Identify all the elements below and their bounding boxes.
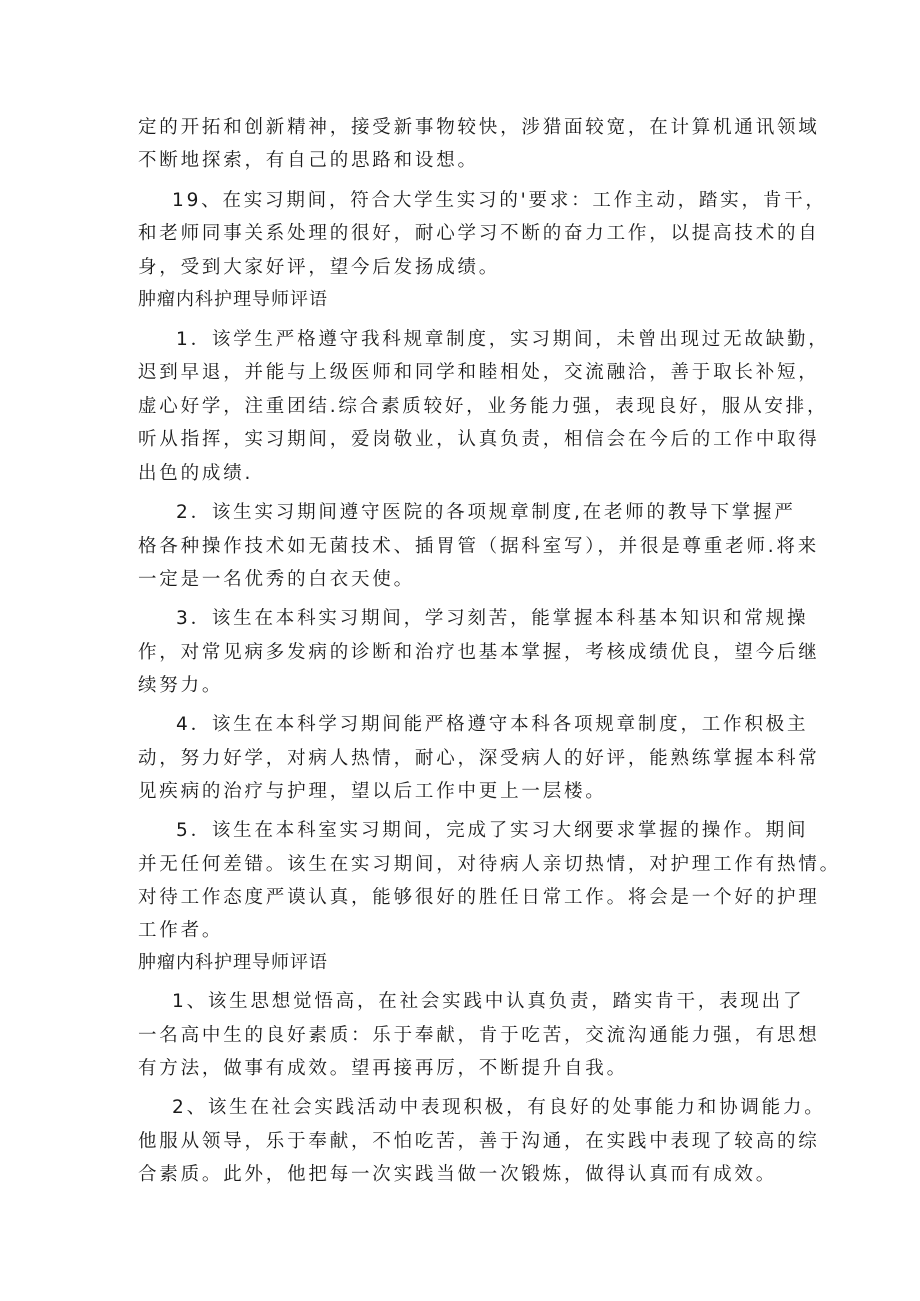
section-heading: 肿瘤内科护理导师评语 (138, 952, 328, 973)
text-line: 并无任何差错。该生在实习期间，对待病人亲切热情，对护理工作有热情。 (138, 854, 841, 875)
item-3-first-line: 3．该生在本科实习期间，学习刻苦，能掌握本科基本知识和常规操 (176, 608, 809, 629)
text-line: 虚心好学，注重团结.综合素质较好，业务能力强，表现良好，服从安排， (138, 396, 829, 417)
paragraph-19-first-line: 19、在实习期间，符合大学生实习的'要求：工作主动，踏实，肯干， (172, 190, 827, 211)
item-5-first-line: 5．该生在本科室实习期间，完成了实习大纲要求掌握的操作。期间 (176, 820, 809, 841)
text-line: 工作者。 (138, 920, 224, 941)
item-1-first-line: 1．该学生严格遵守我科规章制度，实习期间，未曾出现过无故缺勤， (176, 329, 830, 350)
text-line: 听从指挥，实习期间，爱岗敬业，认真负责，相信会在今后的工作中取得 (138, 429, 820, 450)
text-line: 一名高中生的良好素质：乐于奉献，肯于吃苦，交流沟通能力强，有思想 (138, 1025, 820, 1046)
item-1-first-line: 1、该生思想觉悟高，在社会实践中认真负责，踏实肯干，表现出了 (172, 991, 805, 1012)
text-line: 迟到早退，并能与上级医师和同学和睦相处，交流融洽，善于取长补短， (138, 362, 820, 383)
text-line: 定的开拓和创新精神，接受新事物较快，涉猎面较宽，在计算机通讯领域 (138, 117, 820, 138)
text-line: 续努力。 (138, 675, 224, 696)
text-line: 和老师同事关系处理的很好，耐心学习不断的奋力工作，以提高技术的自 (138, 223, 820, 244)
text-line: 对待工作态度严谟认真，能够很好的胜任日常工作。将会是一个好的护理 (138, 887, 820, 908)
item-2-first-line: 2、该生在社会实践活动中表现积极，有良好的处事能力和协调能力。 (172, 1097, 826, 1118)
text-line: 见疾病的治疗与护理，望以后工作中更上一层楼。 (138, 781, 607, 802)
text-line: 作，对常见病多发病的诊断和治疗也基本掌握，考核成绩优良，望今后继 (138, 642, 820, 663)
text-line: 不断地探索，有自己的思路和设想。 (138, 150, 479, 171)
text-line: 出色的成绩. (138, 463, 254, 484)
text-line: 合素质。此外，他把每一次实践当做一次锻炼，做得认真而有成效。 (138, 1164, 778, 1185)
item-4-first-line: 4．该生在本科学习期间能严格遵守本科各项规章制度，工作积极主 (176, 714, 809, 735)
text-line: 动，努力好学，对病人热情，耐心，深受病人的好评，能熟练掌握本科常 (138, 748, 820, 769)
item-2-first-line: 2．该生实习期间遵守医院的各项规章制度,在老师的教导下掌握严 (176, 502, 796, 523)
text-line: 身，受到大家好评，望今后发扬成绩。 (138, 257, 501, 278)
text-line: 格各种操作技术如无菌技术、插胃管（据科室写），并很是尊重老师.将来 (138, 536, 820, 557)
text-line: 他服从领导，乐于奉献，不怕吃苦，善于沟通，在实践中表现了较高的综 (138, 1131, 820, 1152)
text-line: 一定是一名优秀的白衣天使。 (138, 569, 415, 590)
text-line: 有方法，做事有成效。望再接再厉，不断提升自我。 (138, 1058, 628, 1079)
section-heading: 肿瘤内科护理导师评语 (138, 289, 328, 310)
